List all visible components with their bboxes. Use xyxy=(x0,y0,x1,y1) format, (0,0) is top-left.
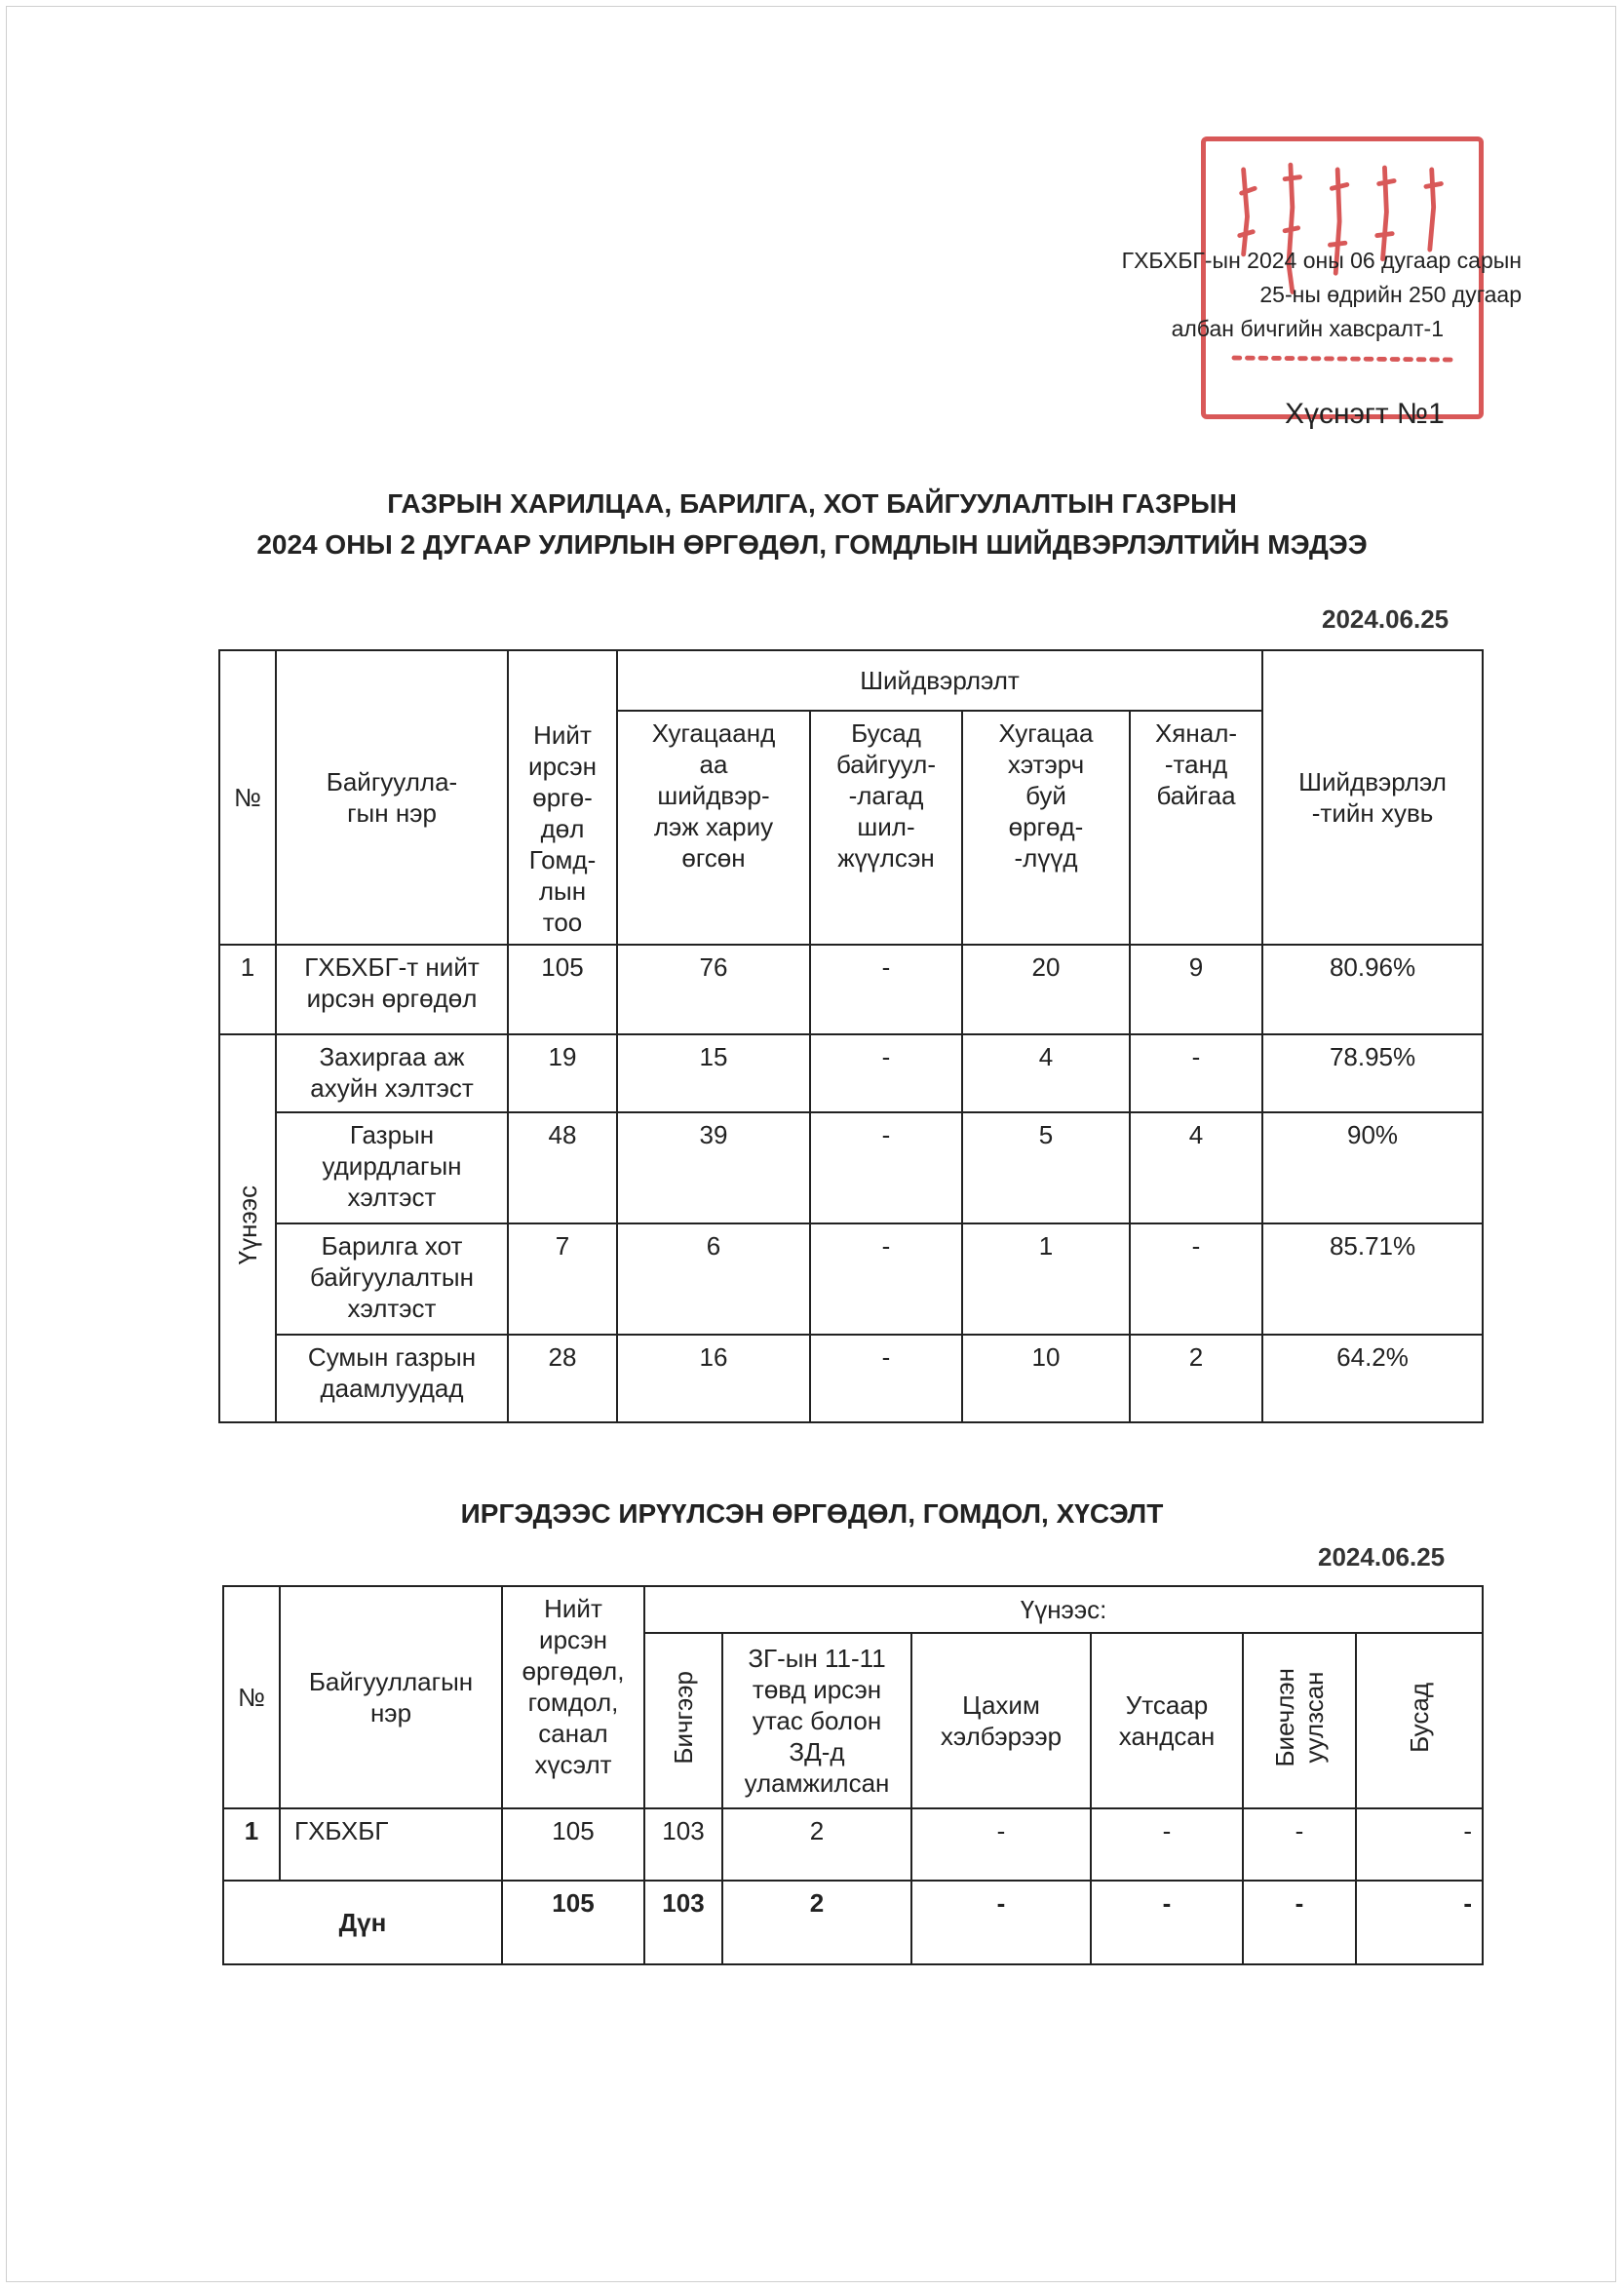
cell-total: 105 xyxy=(508,945,617,1034)
cell-org: Сумын газрын даамлуудад xyxy=(276,1335,508,1422)
report-title xyxy=(0,484,1624,565)
header-channels-group: Үүнээс: xyxy=(644,1586,1483,1633)
header-hotline: ЗГ-ын 11-11 төвд ирсэн утас болон ЗД-д уламжилсан xyxy=(722,1633,911,1808)
channels-table xyxy=(222,1585,1484,1965)
cell-other: - xyxy=(1356,1881,1483,1964)
cell-overdue: 20 xyxy=(962,945,1130,1034)
table-row-sum xyxy=(223,1881,1483,1964)
cell-transferred: - xyxy=(810,1112,962,1223)
table-row-total xyxy=(219,945,1483,1034)
cell-hotline: 2 xyxy=(722,1881,911,1964)
cell-under-review: 4 xyxy=(1130,1112,1262,1223)
cell-rate: 78.95% xyxy=(1262,1034,1483,1112)
cell-transferred: - xyxy=(810,1034,962,1112)
report-title-line-2: 2024 ОНЫ 2 ДУГААР УЛИРЛЫН ӨРГӨДӨЛ, ГОМДЛЫН ШИЙДВЭРЛЭЛТИЙН МЭДЭЭ xyxy=(256,529,1368,560)
cell-on-time: 76 xyxy=(617,945,810,1034)
header-under-review: Хянал- -танд байгаа xyxy=(1130,711,1262,945)
cell-hotline: 2 xyxy=(722,1808,911,1881)
header-org: Байгууллагын нэр xyxy=(280,1586,502,1808)
cell-sum-label: Дүн xyxy=(223,1881,502,1964)
cell-total: 105 xyxy=(502,1881,644,1964)
table-row xyxy=(219,1335,1483,1422)
header-in-person: Биечлэн уулзсан xyxy=(1243,1633,1356,1808)
cell-org: ГХБХБГ-т нийт ирсэн өргөдөл xyxy=(276,945,508,1034)
cell-transferred: - xyxy=(810,1223,962,1335)
cell-no: 1 xyxy=(223,1808,280,1881)
header-org: Байгууллa- гын нэр xyxy=(276,650,508,945)
cell-no: 1 xyxy=(219,945,276,1034)
cell-in-person: - xyxy=(1243,1808,1356,1881)
document-reference xyxy=(1122,244,1522,346)
table-row xyxy=(219,1112,1483,1223)
section-title: ИРГЭДЭЭС ИРҮҮЛСЭН ӨРГӨДӨЛ, ГОМДОЛ, ХҮСЭЛТ xyxy=(460,1498,1164,1529)
cell-org: Барилга хот байгуулалтын хэлтэст xyxy=(276,1223,508,1335)
cell-written: 103 xyxy=(644,1881,722,1964)
header-rate: Шийдвэрлэл -тийн хувь xyxy=(1262,650,1483,945)
group-label: Үүнээс xyxy=(233,1184,262,1265)
header-other: Бусад xyxy=(1356,1633,1483,1808)
header-total: Нийт ирсэн өргө- дөл Гомд- лын тоо xyxy=(508,650,617,945)
reference-line-3: албан бичгийн хавсралт-1 xyxy=(1171,316,1444,341)
cell-on-time: 16 xyxy=(617,1335,810,1422)
cell-overdue: 5 xyxy=(962,1112,1130,1223)
cell-under-review: 2 xyxy=(1130,1335,1262,1422)
header-transferred: Бусад байгуул- -лагад шил- жүүлсэн xyxy=(810,711,962,945)
cell-online: - xyxy=(911,1881,1091,1964)
cell-overdue: 1 xyxy=(962,1223,1130,1335)
header-overdue: Хугацаа хэтэрч буй өргөд- -лүүд xyxy=(962,711,1130,945)
cell-on-time: 6 xyxy=(617,1223,810,1335)
section-date: 2024.06.25 xyxy=(1318,1542,1446,1572)
report-title-line-1: ГАЗРЫН ХАРИЛЦАА, БАРИЛГА, ХОТ БАЙГУУЛАЛТЫН ГАЗРЫН xyxy=(387,488,1237,519)
cell-in-person: - xyxy=(1243,1881,1356,1964)
cell-other: - xyxy=(1356,1808,1483,1881)
cell-org: Газрын удирдлагын хэлтэст xyxy=(276,1112,508,1223)
cell-on-time: 39 xyxy=(617,1112,810,1223)
header-total: Нийт ирсэн өргөдөл, гомдол, санал хүсэлт xyxy=(502,1586,644,1808)
header-written: Бичгээр xyxy=(644,1633,722,1808)
report-date: 2024.06.25 xyxy=(1322,604,1450,634)
header-on-time: Хугацаанд аа шийдвэр- лэж хариу өгсөн xyxy=(617,711,810,945)
cell-under-review: - xyxy=(1130,1034,1262,1112)
cell-online: - xyxy=(911,1808,1091,1881)
cell-overdue: 4 xyxy=(962,1034,1130,1112)
group-label-cell xyxy=(219,1034,276,1422)
header-online: Цахим хэлбэрээр xyxy=(911,1633,1091,1808)
cell-transferred: - xyxy=(810,945,962,1034)
cell-rate: 90% xyxy=(1262,1112,1483,1223)
cell-total: 7 xyxy=(508,1223,617,1335)
cell-rate: 85.71% xyxy=(1262,1223,1483,1335)
cell-transferred: - xyxy=(810,1335,962,1422)
reference-line-2: 25-ны өдрийн 250 дугаар xyxy=(1259,282,1522,307)
resolution-table xyxy=(218,649,1484,1423)
header-no: № xyxy=(219,650,276,945)
cell-rate: 80.96% xyxy=(1262,945,1483,1034)
cell-under-review: - xyxy=(1130,1223,1262,1335)
cell-total: 48 xyxy=(508,1112,617,1223)
cell-overdue: 10 xyxy=(962,1335,1130,1422)
header-resolution-group: Шийдвэрлэлт xyxy=(617,650,1262,711)
cell-on-time: 15 xyxy=(617,1034,810,1112)
reference-line-1: ГХБХБГ-ын 2024 оны 06 дугаар сарын xyxy=(1121,248,1522,273)
header-phone: Утсаар хандсан xyxy=(1091,1633,1243,1808)
table-row xyxy=(223,1808,1483,1881)
annex-label: Хүснэгт №1 xyxy=(1285,398,1445,430)
cell-total: 105 xyxy=(502,1808,644,1881)
cell-under-review: 9 xyxy=(1130,945,1262,1034)
cell-org: Захиргаа аж ахуйн хэлтэст xyxy=(276,1034,508,1112)
cell-phone: - xyxy=(1091,1808,1243,1881)
table-row xyxy=(219,1034,1483,1112)
cell-written: 103 xyxy=(644,1808,722,1881)
cell-rate: 64.2% xyxy=(1262,1335,1483,1422)
header-no: № xyxy=(223,1586,280,1808)
cell-total: 19 xyxy=(508,1034,617,1112)
cell-total: 28 xyxy=(508,1335,617,1422)
cell-phone: - xyxy=(1091,1881,1243,1964)
table-row xyxy=(219,1223,1483,1335)
cell-org: ГХБХБГ xyxy=(280,1808,502,1881)
